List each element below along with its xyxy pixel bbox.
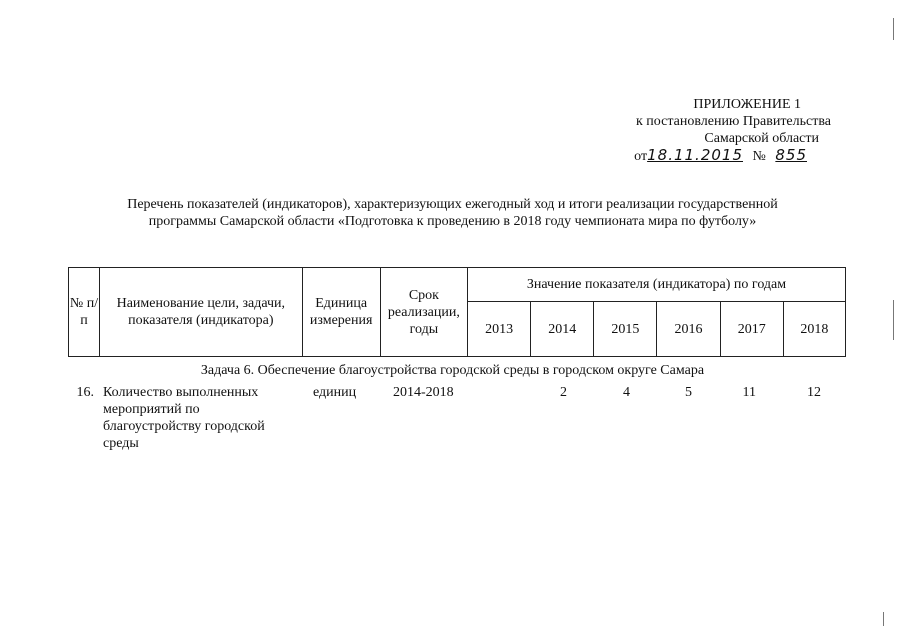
header-term: Срок реализации, годы (380, 268, 467, 357)
appendix-title: ПРИЛОЖЕНИЕ 1 (693, 97, 801, 112)
row-num: 16. (76, 385, 94, 400)
task-heading: Задача 6. Обеспечение благоустройства городской среды в городском округе Самара (200, 363, 705, 378)
header-year: 2014 (531, 302, 594, 357)
header-year: 2013 (468, 302, 531, 357)
row-unit: единиц (313, 385, 357, 400)
number-prefix: № (752, 149, 766, 164)
header-unit: Единица измерения (302, 268, 380, 357)
appendix-line-2: к постановлению Правительства (635, 114, 831, 129)
title-line-2: программы Самарской области «Подготовка к проведению в 2018 году чемпионата мира по футболу» (148, 214, 757, 229)
document-title (60, 196, 845, 230)
title-line-1: Перечень показателей (индикаторов), характеризующих ежегодный ход и итоги реализации государственной (127, 197, 778, 212)
row-value-2015: 4 (623, 385, 630, 400)
row-value-2016: 5 (685, 385, 692, 400)
header-name: Наименование цели, задачи, показателя (индикатора) (100, 268, 303, 357)
appendix-line-3: Самарской области (704, 131, 819, 146)
handwritten-number: 855 (775, 146, 807, 164)
date-prefix: от (634, 149, 648, 164)
scan-mark (893, 18, 894, 40)
appendix-date-line (581, 147, 831, 165)
row-value-2018: 12 (807, 385, 821, 400)
scan-mark (893, 300, 894, 340)
row-term: 2014-2018 (393, 385, 454, 400)
header-year: 2017 (720, 302, 783, 357)
appendix-header (581, 96, 831, 165)
header-year: 2016 (657, 302, 720, 357)
header-values-group: Значение показателя (индикатора) по годам (468, 268, 846, 302)
row-name: Количество выполненных мероприятий по благоустройству городской среды (103, 385, 265, 451)
scan-mark (883, 612, 884, 626)
header-num: № п/п (69, 268, 100, 357)
row-value-2017: 11 (742, 385, 756, 400)
header-year: 2018 (783, 302, 845, 357)
header-year: 2015 (594, 302, 657, 357)
handwritten-date: 18.11.2015 (647, 146, 743, 164)
indicator-table-header (68, 267, 846, 357)
row-value-2014: 2 (560, 385, 567, 400)
